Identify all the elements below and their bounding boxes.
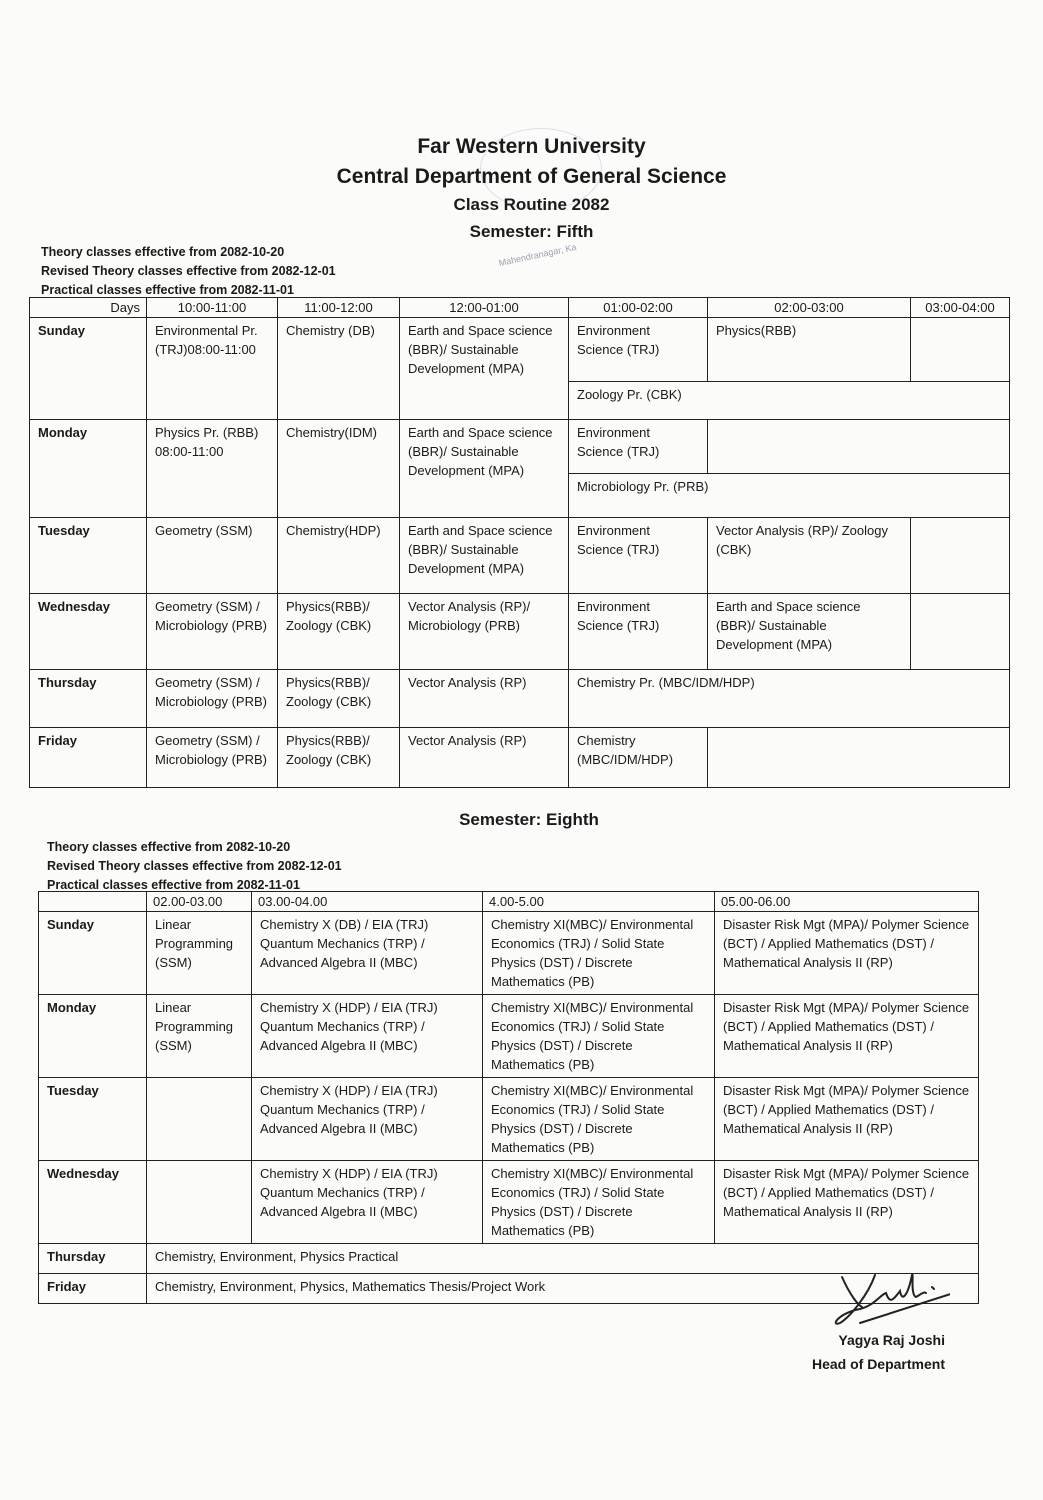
day-cell: Wednesday [30,594,147,670]
class-cell: Environment Science (TRJ) [569,420,708,474]
table-header-row [30,298,1010,318]
class-cell: Chemistry X (DB) / EIA (TRJ) Quantum Mechanics (TRP) / Advanced Algebra II (MBC) [252,912,483,995]
thesis-cell: Chemistry, Environment, Physics, Mathematics Thesis/Project Work [147,1274,979,1304]
table-row-sunday [30,318,1010,382]
class-cell [147,1078,252,1161]
signature-block [790,1265,945,1377]
column-header: 03:00-04:00 [911,298,1010,318]
class-cell: Physics Pr. (RBB) 08:00-11:00 [147,420,278,518]
class-cell: Chemistry XI(MBC)/ Environmental Economics (TRJ) / Solid State Physics (DST) / Discrete Mathematics (PB) [483,1161,715,1244]
class-cell: Earth and Space science (BBR)/ Sustainable Development (MPA) [400,518,569,594]
eighth-semester-notes [47,838,342,895]
class-cell: Environment Science (TRJ) [569,594,708,670]
class-cell [911,318,1010,382]
table-row-thursday [30,670,1010,728]
class-cell [708,728,1010,788]
class-cell: Vector Analysis (RP) [400,670,569,728]
day-cell: Sunday [30,318,147,420]
eighth-semester-table [38,891,979,1304]
class-cell: Chemistry XI(MBC)/ Environmental Economics (TRJ) / Solid State Physics (DST) / Discrete Mathematics (PB) [483,912,715,995]
class-cell: Environmental Pr. (TRJ)08:00-11:00 [147,318,278,420]
table-row-monday [39,995,979,1078]
class-cell [708,420,1010,474]
revised-theory-note: Revised Theory classes effective from 2082-12-01 [41,264,336,278]
class-cell: Earth and Space science (BBR)/ Sustainable Development (MPA) [400,318,569,420]
class-cell: Earth and Space science (BBR)/ Sustainable Development (MPA) [400,420,569,518]
day-cell: Wednesday [39,1161,147,1244]
table-header-row [39,892,979,912]
day-cell: Monday [39,995,147,1078]
practical-cell: Microbiology Pr. (PRB) [569,474,1010,518]
class-cell [911,518,1010,594]
table-row-tuesday [30,518,1010,594]
practical-effective-note: Practical classes effective from 2082-11-01 [47,878,300,892]
class-cell: Geometry (SSM) / Microbiology (PRB) [147,728,278,788]
class-cell: Chemistry(IDM) [278,420,400,518]
practical-cell: Chemistry, Environment, Physics Practical [147,1244,979,1274]
column-header: 02:00-03:00 [708,298,911,318]
document-header [0,132,1043,245]
class-cell: Vector Analysis (RP)/ Microbiology (PRB) [400,594,569,670]
class-cell: Chemistry X (HDP) / EIA (TRJ) Quantum Mechanics (TRP) / Advanced Algebra II (MBC) [252,995,483,1078]
class-cell: Disaster Risk Mgt (MPA)/ Polymer Science (BCT) / Applied Mathematics (DST) / Mathematical Analysis II (RP) [715,1161,979,1244]
class-cell: Geometry (SSM) / Microbiology (PRB) [147,670,278,728]
class-cell: Chemistry(HDP) [278,518,400,594]
practical-cell: Chemistry Pr. (MBC/IDM/HDP) [569,670,1010,728]
practical-effective-note: Practical classes effective from 2082-11-01 [41,283,294,297]
university-name: Far Western University [417,135,646,158]
column-header [39,892,147,912]
theory-effective-note: Theory classes effective from 2082-10-20 [47,840,291,854]
class-cell: Geometry (SSM) / Microbiology (PRB) [147,594,278,670]
class-cell: Chemistry X (HDP) / EIA (TRJ) Quantum Mechanics (TRP) / Advanced Algebra II (MBC) [252,1078,483,1161]
revised-theory-note: Revised Theory classes effective from 2082-12-01 [47,859,342,873]
class-cell: Earth and Space science (BBR)/ Sustainable Development (MPA) [708,594,911,670]
practical-cell: Zoology Pr. (CBK) [569,382,1010,420]
day-cell: Thursday [39,1244,147,1274]
column-header: 02.00-03.00 [147,892,252,912]
semester-eighth-title: Semester: Eighth [459,810,599,829]
class-cell: Chemistry X (HDP) / EIA (TRJ) Quantum Mechanics (TRP) / Advanced Algebra II (MBC) [252,1161,483,1244]
class-cell: Geometry (SSM) [147,518,278,594]
column-header: 11:00-12:00 [278,298,400,318]
class-cell: Linear Programming (SSM) [147,912,252,995]
class-cell: Physics(RBB)/ Zoology (CBK) [278,594,400,670]
day-cell: Monday [30,420,147,518]
class-cell: Vector Analysis (RP)/ Zoology (CBK) [708,518,911,594]
class-cell: Vector Analysis (RP) [400,728,569,788]
column-header: 12:00-01:00 [400,298,569,318]
class-cell: Chemistry (MBC/IDM/HDP) [569,728,708,788]
fifth-semester-notes [41,243,336,300]
class-cell: Physics(RBB)/ Zoology (CBK) [278,728,400,788]
class-cell: Physics(RBB) [708,318,911,382]
signatory-name: Yagya Raj Joshi [838,1332,945,1348]
signature-icon [820,1265,950,1327]
day-cell: Friday [30,728,147,788]
class-cell: Chemistry XI(MBC)/ Environmental Economics (TRJ) / Solid State Physics (DST) / Discrete Mathematics (PB) [483,995,715,1078]
class-cell: Physics(RBB)/ Zoology (CBK) [278,670,400,728]
class-cell: Environment Science (TRJ) [569,518,708,594]
table-row-wednesday [39,1161,979,1244]
day-cell: Tuesday [30,518,147,594]
fifth-semester-table [29,297,1010,788]
class-cell: Disaster Risk Mgt (MPA)/ Polymer Science (BCT) / Applied Mathematics (DST) / Mathematical Analysis II (RP) [715,995,979,1078]
table-row-friday [30,728,1010,788]
class-cell: Disaster Risk Mgt (MPA)/ Polymer Science (BCT) / Applied Mathematics (DST) / Mathematical Analysis II (RP) [715,1078,979,1161]
semester-fifth-title: Semester: Fifth [469,222,594,241]
day-cell: Thursday [30,670,147,728]
column-header: 05.00-06.00 [715,892,979,912]
theory-effective-note: Theory classes effective from 2082-10-20 [41,245,285,259]
class-cell [911,594,1010,670]
class-cell: Chemistry (DB) [278,318,400,420]
class-cell: Linear Programming (SSM) [147,995,252,1078]
table-row-sunday [39,912,979,995]
column-header: 10:00-11:00 [147,298,278,318]
table-row-wednesday [30,594,1010,670]
column-header: 01:00-02:00 [569,298,708,318]
column-header: 03.00-04.00 [252,892,483,912]
column-header: 4.00-5.00 [483,892,715,912]
class-cell: Disaster Risk Mgt (MPA)/ Polymer Science (BCT) / Applied Mathematics (DST) / Mathematical Analysis II (RP) [715,912,979,995]
routine-title: Class Routine 2082 [453,195,610,214]
day-cell: Sunday [39,912,147,995]
table-row-tuesday [39,1078,979,1161]
class-cell [147,1161,252,1244]
department-name: Central Department of General Science [336,165,727,188]
day-cell: Friday [39,1274,147,1304]
stamp-text: Mahendranagar, Ka [497,241,578,269]
class-cell: Environment Science (TRJ) [569,318,708,382]
signatory-role: Head of Department [811,1356,945,1372]
table-row-monday [30,420,1010,474]
column-header: Days [30,298,147,318]
class-cell: Chemistry XI(MBC)/ Environmental Economics (TRJ) / Solid State Physics (DST) / Discrete Mathematics (PB) [483,1078,715,1161]
day-cell: Tuesday [39,1078,147,1161]
